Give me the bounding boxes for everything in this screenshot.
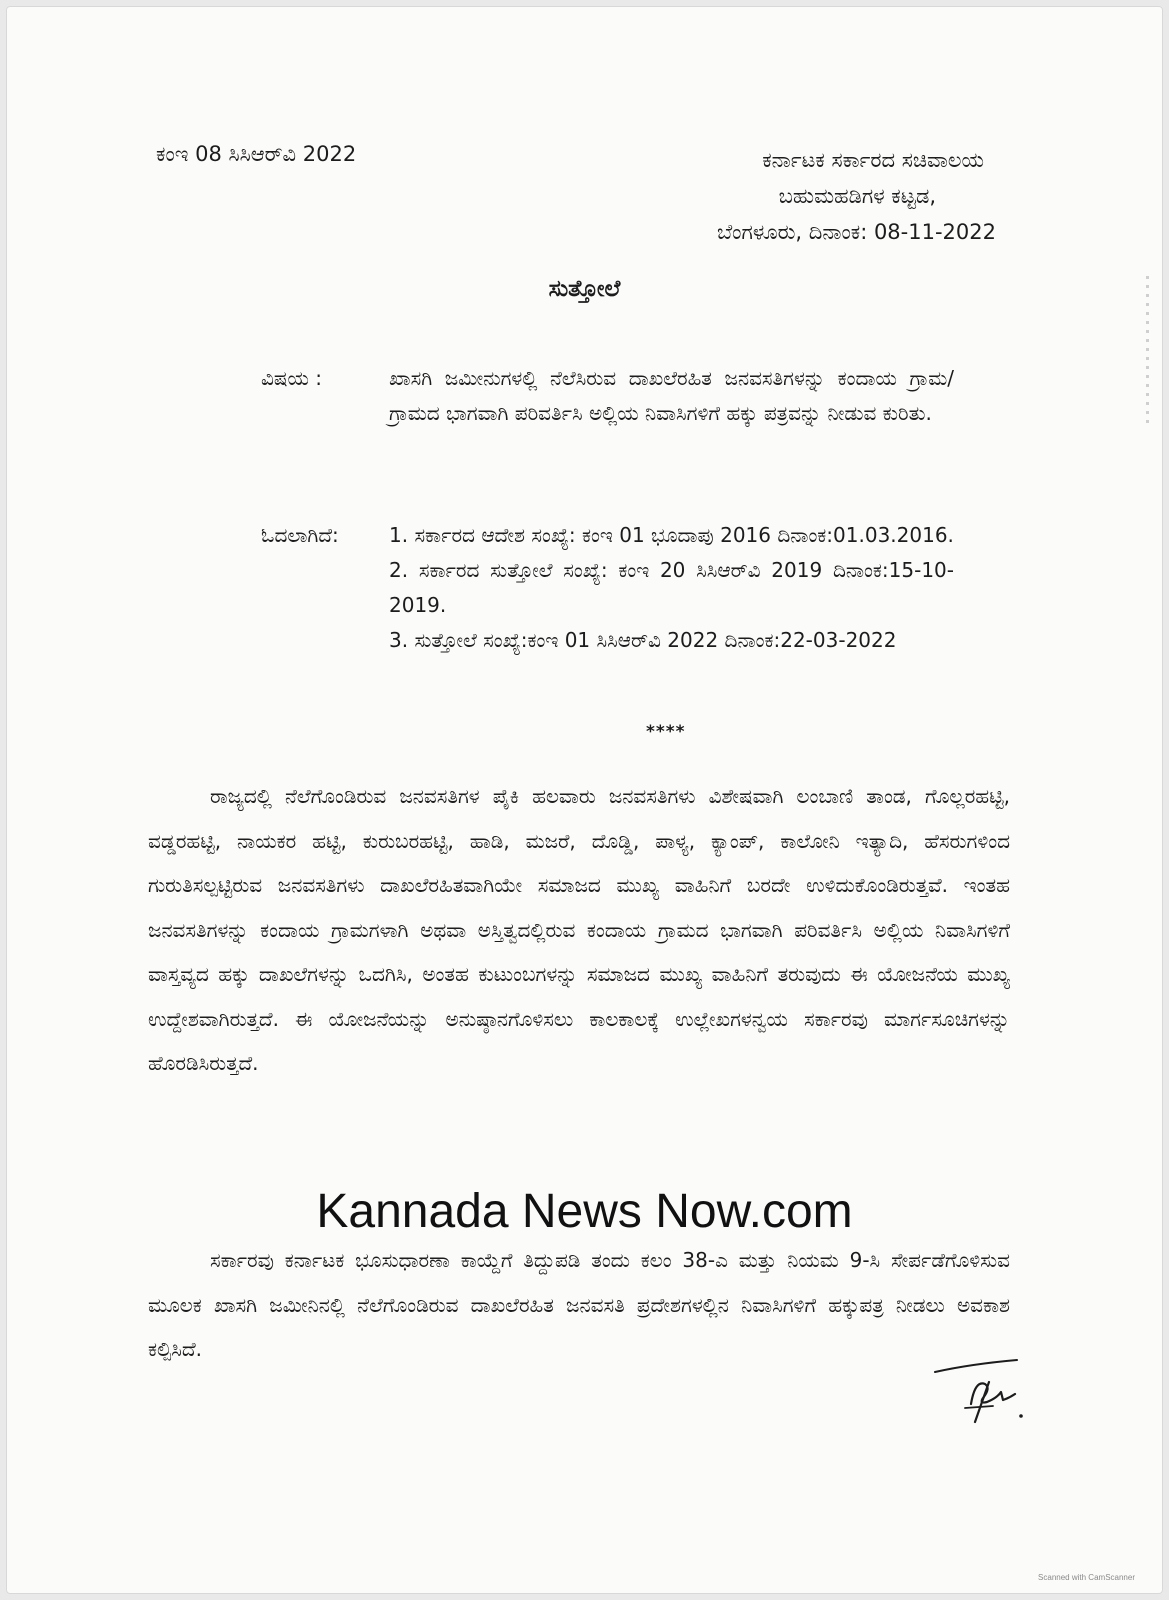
reference-number: ಕಂಇ 08 ಸಿಸಿಆರ್‌ವಿ 2022 [156, 142, 357, 166]
subject-block [261, 361, 961, 431]
document-title: ಸುತ್ತೋಲೆ [548, 276, 621, 302]
scanned-page [6, 6, 1163, 1594]
reference-item: 2. ಸರ್ಕಾರದ ಸುತ್ತೋಲೆ ಸಂಖ್ಯೆ: ಕಂಇ 20 ಸಿಸಿಆರ್‌ವಿ 2019 ದಿನಾಂಕ:15-10-2019. [389, 558, 954, 617]
watermark-text: Kannada News Now.com [316, 1185, 853, 1238]
office-line-secretariat: ಕರ್ನಾಟಕ ಸರ್ಕಾರದ ಸಚಿವಾಲಯ [762, 148, 984, 172]
office-line-date: ಬೆಂಗಳೂರು, ದಿನಾಂಕ: 08-11-2022 [717, 220, 996, 244]
body-paragraph-1: ರಾಜ್ಯದಲ್ಲಿ ನೆಲೆಗೊಂಡಿರುವ ಜನವಸತಿಗಳ ಪೈಕಿ ಹಲವಾರು ಜನವಸತಿಗಳು ವಿಶೇಷವಾಗಿ ಲಂಬಾಣಿ ತಾಂಡ, ಗೊಲ್ಲರಹಟ್ಟಿ, ವಡ್ಡರಹಟ್ಟಿ, ನಾಯಕರ ಹಟ್ಟಿ, ಕುರುಬರಹಟ್ಟಿ, ಹಾಡಿ, ಮಜರೆ, ದೊಡ್ಡಿ, ಪಾಳ್ಯ, ಕ್ಯಾಂಪ್, ಕಾಲೋನಿ ಇತ್ಯಾದಿ, ಹೆಸರುಗಳಿಂದ ಗುರುತಿಸಲ್ಪಟ್ಟಿರುವ ಜನವಸತಿಗಳು ದಾಖಲೆರಹಿತವಾಗಿಯೇ ಸಮಾಜದ ಮುಖ್ಯ ವಾಹಿನಿಗೆ ಬರದೇ ಉಳಿದುಕೊಂಡಿರುತ್ತವೆ. ಇಂತಹ ಜನವಸತಿಗಳನ್ನು ಕಂದಾಯ ಗ್ರಾಮಗಳಾಗಿ ಅಥವಾ ಅಸ್ತಿತ್ವದಲ್ಲಿರುವ ಕಂದಾಯ ಗ್ರಾಮದ ಭಾಗವಾಗಿ ಪರಿವರ್ತಿಸಿ ಅಲ್ಲಿಯ ನಿವಾಸಿಗಳಿಗೆ ವಾಸ್ತವ್ಯದ ಹಕ್ಕು ದಾಖಲೆಗಳನ್ನು ಒದಗಿಸಿ, ಅಂತಹ ಕುಟುಂಬಗಳನ್ನು ಸಮಾಜದ ಮುಖ್ಯ ವಾಹಿನಿಗೆ ತರುವುದು ಈ ಯೋಜನೆಯ ಮುಖ್ಯ ಉದ್ದೇಶವಾಗಿರುತ್ತದೆ. ಈ ಯೋಜನೆಯನ್ನು ಅನುಷ್ಠಾನಗೊಳಿಸಲು ಕಾಲಕಾಲಕ್ಕೆ ಉಲ್ಲೇಖಗಳನ್ವಯ ಸರ್ಕಾರವು ಮಾರ್ಗಸೂಚಿಗಳನ್ನು ಹೊರಡಿಸಿರುತ್ತದೆ. [148, 784, 1010, 1075]
scanner-tag: Scanned with CamScanner [1038, 1573, 1135, 1582]
section-separator: **** [646, 722, 686, 742]
reference-item: 1. ಸರ್ಕಾರದ ಆದೇಶ ಸಂಖ್ಯೆ: ಕಂಇ 01 ಭೂದಾಪು 2016 ದಿನಾಂಕ:01.03.2016. [389, 523, 954, 547]
office-line-building: ಬಹುಮಹಡಿಗಳ ಕಟ್ಟಡ, [778, 184, 936, 208]
references-list [389, 518, 954, 658]
references-label: ಓದಲಾಗಿದೆ: [261, 523, 339, 547]
subject-text: ಖಾಸಗಿ ಜಮೀನುಗಳಲ್ಲಿ ನೆಲೆಸಿರುವ ದಾಖಲೆರಹಿತ ಜನವಸತಿಗಳನ್ನು ಕಂದಾಯ ಗ್ರಾಮ/ಗ್ರಾಮದ ಭಾಗವಾಗಿ ಪರಿವರ್ತಿಸಿ ಅಲ್ಲಿಯ ನಿವಾಸಿಗಳಿಗೆ ಹಕ್ಕು ಪತ್ರವನ್ನು ನೀಡುವ ಕುರಿತು. [389, 366, 954, 425]
subject-label: ವಿಷಯ : [261, 366, 323, 390]
references-block [261, 518, 961, 658]
reference-item: 3. ಸುತ್ತೋಲೆ ಸಂಖ್ಯೆ:ಕಂಇ 01 ಸಿಸಿಆರ್‌ವಿ 2022 ದಿನಾಂಕ:22-03-2022 [389, 628, 897, 652]
body-paragraph-2: ಸರ್ಕಾರವು ಕರ್ನಾಟಕ ಭೂಸುಧಾರಣಾ ಕಾಯ್ದೆಗೆ ತಿದ್ದುಪಡಿ ತಂದು ಕಲಂ 38-ಎ ಮತ್ತು ನಿಯಮ 9-ಸಿ ಸೇರ್ಪಡೆಗೊಳಿಸುವ ಮೂಲಕ ಖಾಸಗಿ ಜಮೀನಿನಲ್ಲಿ ನೆಲೆಗೊಂಡಿರುವ ದಾಖಲೆರಹಿತ ಜನವಸತಿ ಪ್ರದೇಶಗಳಲ್ಲಿನ ನಿವಾಸಿಗಳಿಗೆ ಹಕ್ಕುಪತ್ರ ನೀಡಲು ಅವಕಾಶ ಕಲ್ಪಿಸಿದೆ. [148, 1248, 1010, 1361]
office-address [666, 142, 996, 250]
handwritten-signature-icon [931, 1358, 1031, 1438]
